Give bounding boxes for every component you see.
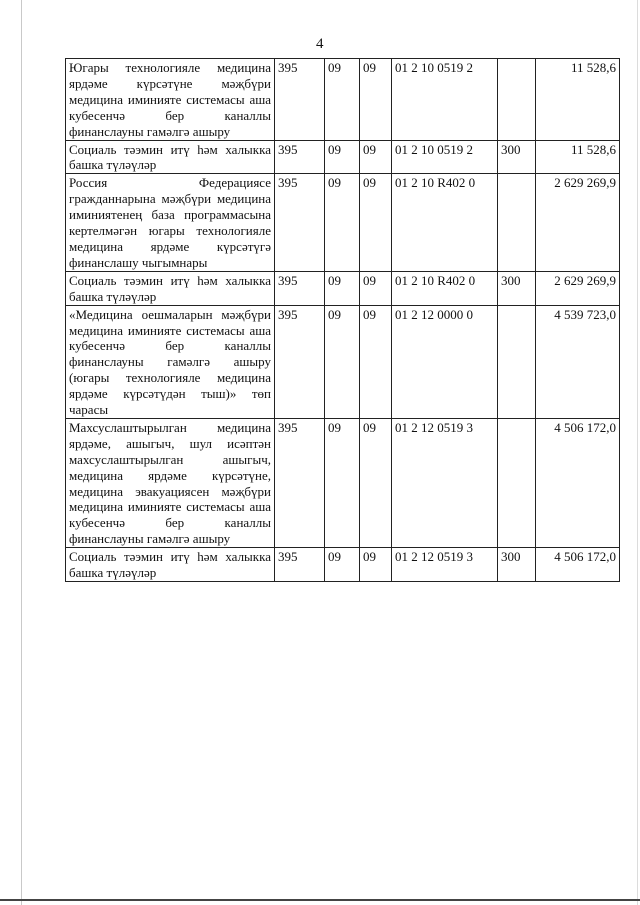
cell-description: Россия Федерациясе гражданнарына мәҗбүри медицина иминиятенең база программасына кертелмәгән югары технологияле медицина ярдәме күрсәтүгә финанслашу чыгымнары bbox=[66, 174, 275, 271]
cell-section: 09 bbox=[325, 418, 360, 547]
cell-subsection: 09 bbox=[360, 174, 392, 271]
cell-ministry: 395 bbox=[275, 305, 325, 418]
scan-edge-left bbox=[21, 0, 22, 905]
cell-amount: 11 528,6 bbox=[536, 140, 620, 174]
budget-table bbox=[65, 58, 620, 582]
table-row bbox=[66, 548, 620, 582]
cell-amount: 2 629 269,9 bbox=[536, 174, 620, 271]
cell-target-article: 01 2 10 0519 2 bbox=[392, 59, 498, 141]
cell-section: 09 bbox=[325, 140, 360, 174]
cell-ministry: 395 bbox=[275, 174, 325, 271]
cell-amount: 2 629 269,9 bbox=[536, 271, 620, 305]
cell-ministry: 395 bbox=[275, 140, 325, 174]
cell-section: 09 bbox=[325, 548, 360, 582]
cell-expense-type bbox=[498, 418, 536, 547]
table-row bbox=[66, 418, 620, 547]
cell-section: 09 bbox=[325, 59, 360, 141]
cell-amount: 4 506 172,0 bbox=[536, 548, 620, 582]
budget-table-body bbox=[66, 59, 620, 582]
cell-target-article: 01 2 12 0519 3 bbox=[392, 418, 498, 547]
cell-target-article: 01 2 12 0519 3 bbox=[392, 548, 498, 582]
table-row bbox=[66, 140, 620, 174]
table-row bbox=[66, 305, 620, 418]
cell-ministry: 395 bbox=[275, 548, 325, 582]
scan-edge-right bbox=[637, 0, 638, 905]
cell-description: Социаль тәэмин итү һәм халыкка башка түләүләр bbox=[66, 548, 275, 582]
cell-target-article: 01 2 10 R402 0 bbox=[392, 174, 498, 271]
cell-subsection: 09 bbox=[360, 140, 392, 174]
cell-ministry: 395 bbox=[275, 271, 325, 305]
cell-expense-type bbox=[498, 174, 536, 271]
cell-expense-type: 300 bbox=[498, 271, 536, 305]
cell-amount: 4 539 723,0 bbox=[536, 305, 620, 418]
cell-description: Социаль тәэмин итү һәм халыкка башка түләүләр bbox=[66, 271, 275, 305]
cell-subsection: 09 bbox=[360, 305, 392, 418]
cell-subsection: 09 bbox=[360, 59, 392, 141]
cell-section: 09 bbox=[325, 305, 360, 418]
table-row bbox=[66, 59, 620, 141]
cell-section: 09 bbox=[325, 174, 360, 271]
cell-expense-type bbox=[498, 59, 536, 141]
cell-description: Махсуслаштырылган медицина ярдәме, ашыгыч, шул исәптән махсуслаштырылган ашыгыч, медицина ярдәме күрсәтүне, медицина эвакуациясен мәҗбүри медицина иминияте системасы аша кубесенчә бер каналлы финанслауны гамәлгә ашыру bbox=[66, 418, 275, 547]
cell-target-article: 01 2 10 R402 0 bbox=[392, 271, 498, 305]
table-row bbox=[66, 174, 620, 271]
cell-target-article: 01 2 12 0000 0 bbox=[392, 305, 498, 418]
cell-subsection: 09 bbox=[360, 271, 392, 305]
cell-amount: 11 528,6 bbox=[536, 59, 620, 141]
cell-ministry: 395 bbox=[275, 59, 325, 141]
cell-ministry: 395 bbox=[275, 418, 325, 547]
page-number: 4 bbox=[316, 36, 324, 52]
cell-expense-type: 300 bbox=[498, 140, 536, 174]
table-row bbox=[66, 271, 620, 305]
cell-expense-type: 300 bbox=[498, 548, 536, 582]
cell-description: Социаль тәэмин итү һәм халыкка башка түләүләр bbox=[66, 140, 275, 174]
cell-subsection: 09 bbox=[360, 548, 392, 582]
cell-description: Югары технологияле медицина ярдәме күрсәтүне мәҗбүри медицина иминияте системасы аша кубесенчә бер каналлы финанслауны гамәлгә ашыру bbox=[66, 59, 275, 141]
cell-expense-type bbox=[498, 305, 536, 418]
cell-section: 09 bbox=[325, 271, 360, 305]
cell-amount: 4 506 172,0 bbox=[536, 418, 620, 547]
cell-description: «Медицина оешмаларын мәҗбүри медицина иминияте системасы аша кубесенчә бер каналлы финанслауны гамәлгә ашыру (югары технологияле медицина ярдәме күрсәтүдән тыш)» төп чарасы bbox=[66, 305, 275, 418]
scan-edge-bottom bbox=[0, 899, 640, 901]
cell-target-article: 01 2 10 0519 2 bbox=[392, 140, 498, 174]
cell-subsection: 09 bbox=[360, 418, 392, 547]
